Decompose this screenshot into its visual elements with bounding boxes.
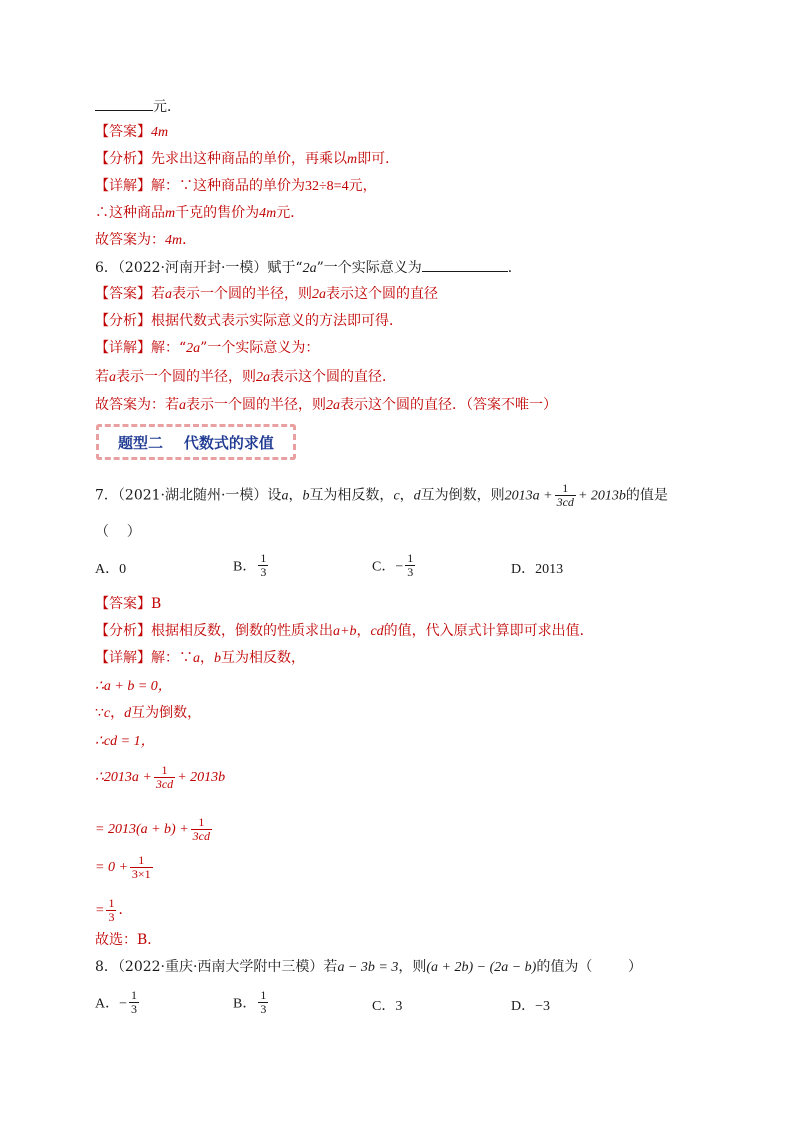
fraction-denominator: 3cd (192, 828, 210, 843)
q6-stem-text-2: ”一个实际意义为 (316, 260, 422, 276)
option-fraction (258, 989, 268, 1016)
fraction-denominator: 3×1 (131, 866, 151, 881)
q7-detail-var-a: a (193, 651, 200, 666)
q8-stem (95, 957, 642, 978)
q6-answer-var: a (165, 287, 172, 302)
q7-analysis-text-2: 的值，代入原式计算即可求出值． (383, 623, 594, 639)
q6-detail-text: 解：“ (151, 340, 187, 356)
step-expr: = 0 + (95, 860, 128, 875)
q6-answer-line (95, 284, 438, 305)
q6-stem-expr: 2a (302, 261, 317, 276)
fraction-numerator: 1 (260, 988, 267, 1002)
q6-final-text-3: 表示这个圆的直径．（答案不唯一） (340, 397, 557, 413)
q6-stem-text-3: ． (507, 260, 522, 276)
fraction-numerator: 1 (108, 895, 115, 910)
fraction-denominator: 3 (108, 909, 115, 924)
answer-blank (95, 96, 153, 111)
fraction-denominator: 3 (131, 1002, 138, 1016)
q7-stem-text-2: 互为相反数， (309, 487, 394, 504)
q6-detail-expr: 2a (186, 341, 201, 356)
q6-step-text-3: 表示这个圆的直径． (270, 369, 396, 385)
q6-final-expr: 2a (326, 398, 340, 413)
q6-step-text-2: 表示一个圆的半径，则 (116, 369, 256, 385)
q7-detail-text-2: 互为相反数， (221, 650, 305, 666)
option-fraction (129, 989, 139, 1016)
q7-stem-text-4: 的值是 (625, 487, 668, 504)
q5-step-text-2: 千克的售价为 (175, 205, 260, 221)
option-text: C．3 (372, 999, 403, 1014)
q7-answer: B (151, 596, 162, 612)
q7-stem (95, 482, 668, 509)
q7-step-3 (95, 731, 155, 752)
q5-detail-line (95, 176, 377, 197)
q6-step-var: a (109, 370, 116, 385)
q7-expr-part: 2013a + (504, 488, 553, 504)
analysis-tag: 【分析】 (95, 313, 151, 329)
q7-detail-comma: ， (200, 650, 214, 666)
answer-tag: 【答案】 (95, 286, 151, 302)
q7-stem-text-3: 互为倒数，则 (420, 487, 505, 504)
q7-fraction (555, 482, 576, 509)
q6-stem-text: 6．（2022·河南开封·一模）赋于“ (95, 260, 303, 276)
option-fraction (405, 552, 415, 579)
option-fraction (258, 552, 268, 579)
fraction-denominator: 3 (260, 1002, 267, 1016)
fraction-denominator: 3 (407, 565, 414, 579)
fraction-numerator: 1 (191, 816, 212, 830)
q7-step-6 (95, 850, 155, 885)
q5-step-var: m (165, 206, 176, 221)
step-expr: = 2013(a + b) + (95, 822, 189, 837)
q8-option-b (233, 989, 270, 1016)
q7-answer-line (95, 594, 161, 614)
q5-detail-text-2: 元， (348, 178, 377, 194)
q5-detail-expr: 32÷8=4 (305, 179, 349, 194)
q7-step-2 (95, 703, 201, 724)
q8-option-a (95, 989, 141, 1016)
q5-answer-line (95, 122, 168, 143)
q7-final-text: 故选：B． (95, 932, 162, 948)
step-var-d: d (124, 706, 132, 721)
q7-step-7 (95, 893, 132, 928)
q8-stem-text: 8．（2022·重庆·西南大学附中三模）若 (95, 959, 338, 975)
q8-stem-text-2: ，则 (398, 959, 427, 975)
q7-var-a: a (281, 488, 289, 504)
detail-tag: 【详解】 (95, 178, 151, 194)
section-title: 题型二 代数式的求值 (118, 434, 274, 452)
step-fraction (154, 764, 175, 791)
fraction-numerator: 1 (260, 551, 267, 565)
fraction-numerator: 1 (131, 988, 138, 1002)
q6-detail-text-2: ”一个实际意义为： (200, 340, 320, 356)
fraction-numerator: 1 (154, 764, 175, 778)
q5-analysis-text-2: 即可． (357, 151, 400, 167)
q7-final-line (95, 930, 161, 950)
q6-final-text-2: 表示一个圆的半径，则 (186, 397, 326, 413)
q8-stem-text-3: 的值为（ ） (536, 959, 642, 975)
option-label: A．− (95, 996, 128, 1012)
step-expr: ∴2013a + (95, 770, 152, 785)
q7-option-a (95, 558, 126, 578)
q7-var-b: b (302, 488, 310, 504)
q8-option-c (372, 995, 402, 1015)
step-text: 互为倒数， (131, 705, 202, 721)
step-expr: ∴cd = 1， (95, 734, 155, 749)
q5-step-text: ∴这种商品 (95, 205, 165, 221)
step-expr: = (95, 903, 105, 918)
q5-answer: 4m (151, 125, 169, 140)
q5-tail-line (95, 96, 181, 117)
q5-analysis-var: m (347, 152, 358, 167)
q6-answer-text-2: 表示一个圆的半径，则 (172, 286, 312, 302)
step-expr: ∴a + b = 0， (95, 679, 172, 694)
fraction-denominator: 3 (260, 565, 267, 579)
detail-tag: 【详解】 (95, 340, 151, 356)
q7-answer-paren: （ ） (95, 524, 141, 540)
fraction-denominator: 3cd (155, 776, 174, 791)
fraction-numerator: 1 (555, 482, 576, 496)
q6-answer-text-3: 表示这个圆的直径 (326, 286, 438, 302)
option-text: D．−3 (511, 999, 551, 1014)
q5-final-text-2: ． (182, 232, 197, 248)
q7-detail-line (95, 648, 305, 669)
option-text: D．2013 (511, 562, 564, 577)
q7-expr-part-2: + 2013b (577, 488, 626, 504)
q5-step-expr: 4m (259, 206, 277, 221)
q7-step-4 (95, 760, 225, 795)
step-fraction (130, 854, 153, 881)
fraction-numerator: 1 (407, 551, 414, 565)
step-fraction (191, 816, 212, 843)
q6-detail-line (95, 338, 319, 359)
analysis-tag: 【分析】 (95, 623, 151, 639)
q5-step-line (95, 203, 304, 224)
q6-step-text: 若 (95, 369, 109, 385)
q5-detail-text: 解：∵这种商品的单价为 (151, 178, 305, 194)
q5-final-text: 故答案为： (95, 232, 165, 248)
step-period: ． (118, 902, 133, 918)
answer-tag: 【答案】 (95, 124, 151, 140)
q7-step-5 (95, 812, 214, 847)
q8-option-d (511, 995, 550, 1015)
option-text: A．0 (95, 562, 127, 577)
fraction-denominator: 3cd (556, 495, 574, 509)
detail-tag: 【详解】 (95, 650, 151, 666)
q7-paren (95, 522, 141, 542)
step-var-c: c (103, 706, 111, 721)
q7-detail-text: 解：∵ (151, 650, 193, 666)
q5-analysis-text: 先求出这种商品的单价，再乘以 (151, 151, 347, 167)
q7-analysis-expr: a+b (333, 624, 357, 639)
analysis-tag: 【分析】 (95, 151, 151, 167)
q5-step-text-3: 元． (276, 205, 305, 221)
q6-step-expr: 2a (256, 370, 270, 385)
q7-option-d (511, 558, 563, 578)
answer-blank (422, 257, 508, 272)
step-expr-2: + 2013b (177, 770, 226, 785)
q8-condition: a − 3b = 3 (337, 960, 399, 975)
q6-answer-text: 若 (151, 286, 165, 302)
q7-analysis-expr-2: cd (370, 624, 384, 639)
option-label: B． (233, 996, 257, 1012)
q5-tail: 元． (153, 99, 181, 115)
q7-option-b (233, 552, 270, 579)
answer-tag: 【答案】 (95, 596, 151, 612)
q7-analysis-comma: ， (356, 623, 371, 639)
q6-step-line (95, 367, 396, 388)
q7-analysis-text: 根据相反数，倒数的性质求出 (151, 623, 333, 639)
step-comma: ， (110, 705, 125, 721)
step-fraction (106, 897, 116, 924)
q6-analysis-text: 根据代数式表示实际意义的方法即可得． (151, 313, 403, 329)
q5-final-line (95, 230, 196, 251)
q5-analysis-line (95, 149, 399, 170)
q6-final-text: 故答案为：若 (95, 397, 179, 413)
q8-expression: (a + 2b) − (2a − b) (426, 960, 537, 975)
q6-analysis-line (95, 311, 403, 331)
fraction-numerator: 1 (130, 854, 153, 868)
option-label: B． (233, 559, 257, 575)
q7-comma-2: ， (399, 487, 414, 504)
q7-step-1 (95, 676, 172, 697)
step-because: ∵ (95, 705, 104, 721)
q7-var-c: c (393, 488, 400, 504)
q7-option-c (372, 552, 417, 579)
q7-stem-text: 7．（2021·湖北随州·一模）设 (95, 487, 282, 504)
q6-final-line (95, 395, 557, 416)
option-label: C．− (372, 559, 404, 575)
q5-final-expr: 4m (165, 233, 183, 248)
q7-var-d: d (413, 488, 421, 504)
q6-final-var: a (179, 398, 186, 413)
q7-comma: ， (288, 487, 303, 504)
q7-detail-var-b: b (214, 651, 221, 666)
q6-answer-expr: 2a (312, 287, 326, 302)
q7-analysis-line (95, 621, 594, 642)
q6-stem (95, 257, 522, 279)
